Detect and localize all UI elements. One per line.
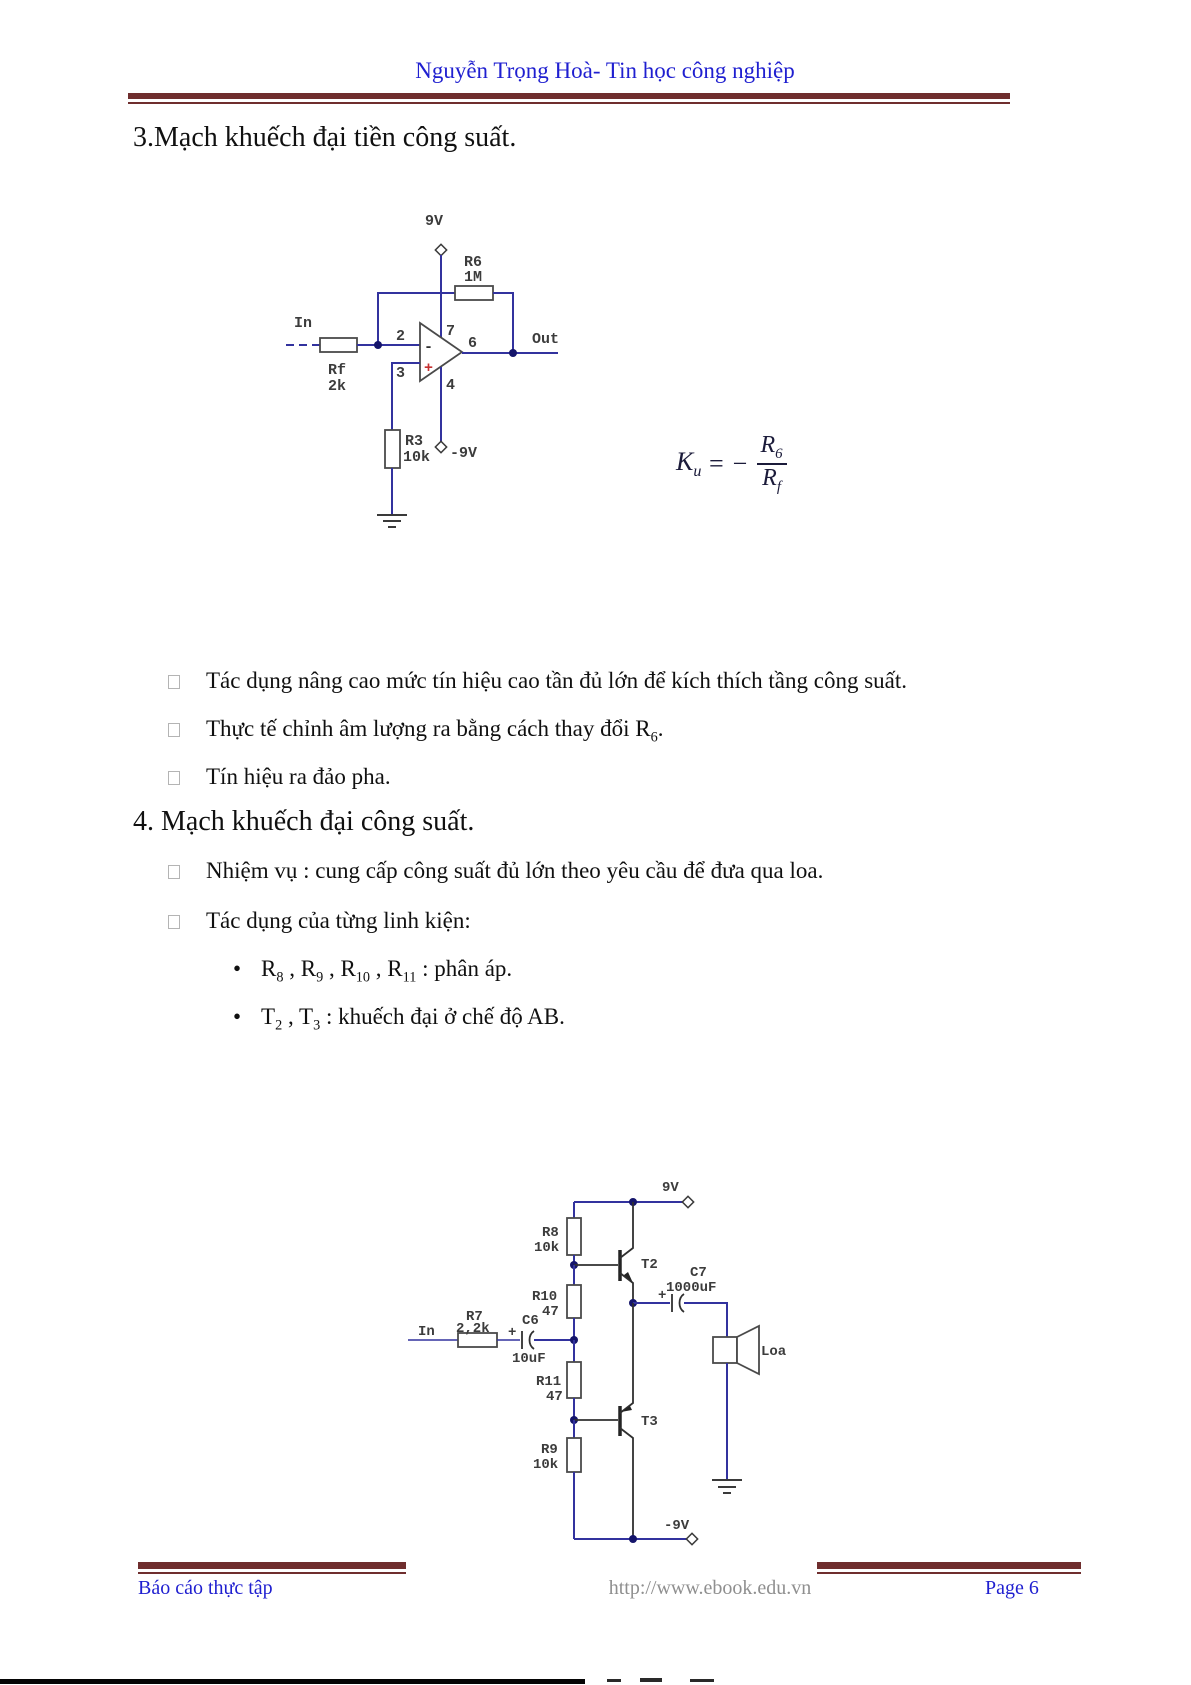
footer-url: http://www.ebook.edu.vn bbox=[608, 1577, 812, 1599]
c2-resistor-r8 bbox=[567, 1218, 581, 1255]
c1-feedback-wire-left bbox=[378, 293, 455, 345]
c1-pin3-number: 3 bbox=[396, 365, 406, 382]
formula-minus: − bbox=[730, 448, 749, 478]
c2-speaker-label: Loa bbox=[761, 1344, 787, 1360]
list-item bbox=[233, 1004, 565, 1035]
c2-r11-value: 47 bbox=[546, 1389, 563, 1405]
c1-pin4-number: 4 bbox=[446, 377, 456, 394]
list-item-text: Nhiệm vụ : cung cấp công suất đủ lớn theo yêu cầu để đưa qua loa. bbox=[206, 858, 824, 883]
c2-c6-value: 10uF bbox=[512, 1351, 546, 1367]
c1-rf-label: Rf bbox=[328, 362, 347, 379]
c1-node-output bbox=[509, 349, 517, 357]
c2-t2-label: T2 bbox=[641, 1257, 658, 1273]
c2-supply-neg-label: -9V bbox=[664, 1518, 690, 1534]
c2-c6-plus: + bbox=[508, 1325, 517, 1341]
square-bullet-icon bbox=[168, 723, 180, 737]
c2-t3-collector bbox=[620, 1428, 633, 1539]
c2-resistor-r10 bbox=[567, 1285, 581, 1318]
formula-numerator: $R_6$ bbox=[757, 432, 787, 465]
c2-t2-emitter bbox=[620, 1273, 633, 1303]
c1-feedback-wire-right bbox=[493, 293, 513, 353]
c1-supply-neg-label: -9V bbox=[450, 445, 478, 462]
c2-c7-plate-right bbox=[680, 1294, 685, 1312]
list-item bbox=[233, 956, 512, 987]
c1-resistor-rf bbox=[320, 338, 357, 352]
footer-report-title: Báo cáo thực tập bbox=[138, 1577, 273, 1599]
c2-r7-value: 2,2k bbox=[456, 1321, 490, 1337]
c2-t2-collector bbox=[620, 1202, 633, 1258]
page-header-title: Nguyễn Trọng Hoà- Tin học công nghiệp bbox=[415, 58, 795, 83]
footer-rule-left-thin bbox=[138, 1572, 406, 1574]
c1-supply-pos-terminal bbox=[435, 244, 446, 255]
c2-node-bottom bbox=[629, 1535, 637, 1543]
print-artifact bbox=[690, 1679, 714, 1682]
list-item bbox=[168, 764, 391, 790]
speaker-cone bbox=[737, 1326, 759, 1374]
c2-c7-label: C7 bbox=[690, 1265, 707, 1281]
list-item-text: $T_2$ , $T_3$ : khuếch đại ở chế độ AB. bbox=[261, 1004, 565, 1034]
c1-r3-label: R3 bbox=[405, 433, 424, 450]
c2-supply-neg-terminal bbox=[686, 1533, 697, 1544]
bottom-scan-bar bbox=[0, 1679, 585, 1684]
c1-supply-neg-terminal bbox=[435, 441, 446, 452]
footer-page-number: Page 6 bbox=[985, 1577, 1039, 1599]
header-rule-thick bbox=[128, 93, 1010, 99]
print-artifact bbox=[607, 1679, 621, 1682]
footer-rule-right-thin bbox=[817, 1572, 1081, 1574]
c2-r7-label: R7 bbox=[466, 1309, 483, 1325]
c2-r8-value: 10k bbox=[534, 1240, 560, 1256]
formula-equals: = bbox=[707, 448, 725, 478]
c2-wire-to-speaker bbox=[684, 1303, 727, 1337]
c2-resistor-r11 bbox=[567, 1362, 581, 1398]
c2-c6-plate-right bbox=[530, 1331, 535, 1349]
list-item-text: Tác dụng của từng linh kiện: bbox=[206, 908, 471, 933]
c1-r3-value: 10k bbox=[403, 449, 431, 466]
c1-out-label: Out bbox=[532, 331, 560, 348]
c1-pin6-number: 6 bbox=[468, 335, 478, 352]
list-item bbox=[168, 668, 907, 694]
header-rule-thin bbox=[128, 102, 1010, 104]
print-artifact bbox=[640, 1678, 662, 1682]
c1-rf-value: 2k bbox=[328, 378, 347, 395]
c2-t3-emitter bbox=[620, 1303, 633, 1413]
c2-r10-value: 47 bbox=[542, 1304, 559, 1320]
square-bullet-icon bbox=[168, 771, 180, 785]
c2-c6-label: C6 bbox=[522, 1313, 539, 1329]
c1-ground-symbol bbox=[377, 515, 407, 527]
list-item bbox=[168, 908, 471, 934]
c2-r9-label: R9 bbox=[541, 1442, 558, 1458]
c1-resistor-r6 bbox=[455, 286, 493, 300]
c2-r8-label: R8 bbox=[542, 1225, 559, 1241]
footer-rule-right-thick bbox=[817, 1562, 1081, 1569]
round-bullet-icon: • bbox=[233, 1004, 242, 1029]
power-amp-circuit-diagram bbox=[400, 1085, 790, 1555]
c1-supply-pos-label: 9V bbox=[425, 213, 444, 230]
gain-formula bbox=[676, 432, 787, 496]
c2-r9-value: 10k bbox=[533, 1457, 559, 1473]
c1-pin2-number: 2 bbox=[396, 328, 406, 345]
c2-r10-label: R10 bbox=[532, 1289, 558, 1305]
section3-heading: 3.Mạch khuếch đại tiền công suất. bbox=[133, 122, 517, 153]
c2-c7-value: 1000uF bbox=[666, 1280, 717, 1296]
opamp-minus-sign: - bbox=[424, 339, 434, 356]
speaker-box bbox=[713, 1337, 737, 1363]
list-item bbox=[168, 716, 663, 747]
footer-rule-left-thick bbox=[138, 1562, 406, 1569]
section4-heading: 4. Mạch khuếch đại công suất. bbox=[133, 806, 475, 837]
formula-denominator: $R_f$ bbox=[762, 464, 781, 495]
c2-t3-label: T3 bbox=[641, 1414, 658, 1430]
opamp-plus-sign: + bbox=[424, 360, 434, 377]
c1-in-label: In bbox=[294, 315, 313, 332]
c2-r11-label: R11 bbox=[536, 1374, 562, 1390]
c1-r6-label: R6 bbox=[464, 254, 483, 271]
c1-resistor-r3 bbox=[385, 430, 400, 468]
list-item-text: $R_8$ , $R_9$ , $R_{10}$ , $R_{11}$ : phân áp. bbox=[261, 956, 513, 986]
round-bullet-icon: • bbox=[233, 956, 242, 981]
c2-supply-pos-terminal bbox=[682, 1196, 693, 1207]
c2-in-label: In bbox=[418, 1324, 435, 1340]
list-item bbox=[168, 858, 823, 884]
c2-ground-symbol bbox=[712, 1480, 742, 1493]
c2-supply-pos-label: 9V bbox=[662, 1180, 679, 1196]
list-item-text: Tín hiệu ra đảo pha. bbox=[206, 764, 391, 789]
square-bullet-icon bbox=[168, 865, 180, 879]
formula-variable: $K_u$ bbox=[676, 446, 702, 480]
square-bullet-icon bbox=[168, 675, 180, 689]
c2-c7-plus: + bbox=[658, 1288, 667, 1304]
c1-node-inverting bbox=[374, 341, 382, 349]
c2-resistor-r9 bbox=[567, 1438, 581, 1472]
formula-fraction bbox=[757, 432, 787, 496]
c1-pin7-number: 7 bbox=[446, 323, 456, 340]
list-item-text: Thực tế chỉnh âm lượng ra bằng cách thay đổi $R_6$. bbox=[206, 716, 664, 746]
list-item-text: Tác dụng nâng cao mức tín hiệu cao tần đủ lớn để kích thích tầng công suất. bbox=[206, 668, 908, 693]
preamp-circuit-diagram bbox=[270, 195, 630, 535]
square-bullet-icon bbox=[168, 915, 180, 929]
c1-r6-value: 1M bbox=[464, 269, 483, 286]
